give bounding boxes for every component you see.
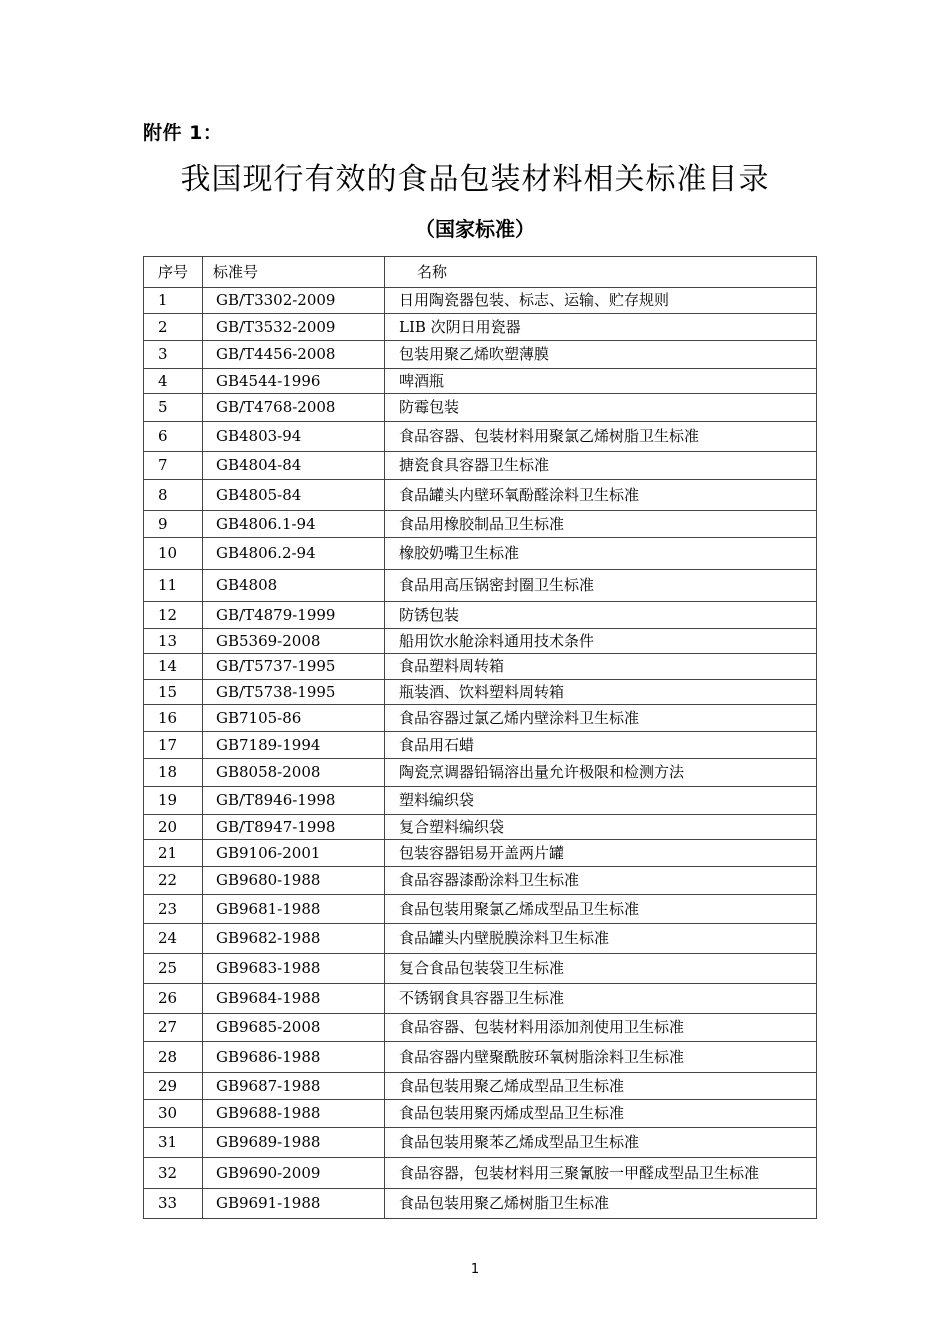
row-standard-number: GB4804-84 xyxy=(203,452,385,480)
row-name: 啤酒瓶 xyxy=(385,369,817,394)
row-name: 食品用高压锅密封圈卫生标准 xyxy=(385,570,817,602)
table-row xyxy=(144,629,817,654)
standards-table xyxy=(143,256,817,1219)
row-serial: 11 xyxy=(144,570,203,602)
table-row xyxy=(144,954,817,984)
row-standard-number: GB9684-1988 xyxy=(203,984,385,1014)
row-standard-number: GB4806.1-94 xyxy=(203,511,385,538)
row-standard-number: GB/T8947-1998 xyxy=(203,815,385,840)
row-serial: 21 xyxy=(144,840,203,867)
standards-table-body xyxy=(144,257,817,1219)
row-standard-number: GB/T4456-2008 xyxy=(203,341,385,369)
header-name: 名称 xyxy=(385,257,817,288)
row-serial: 19 xyxy=(144,787,203,815)
row-serial: 13 xyxy=(144,629,203,654)
row-serial: 22 xyxy=(144,867,203,895)
table-row xyxy=(144,1189,817,1219)
row-standard-number: GB/T4879-1999 xyxy=(203,602,385,629)
table-row xyxy=(144,480,817,511)
row-serial: 30 xyxy=(144,1100,203,1128)
row-serial: 28 xyxy=(144,1042,203,1073)
table-row xyxy=(144,1158,817,1189)
row-serial: 1 xyxy=(144,288,203,314)
row-name: 复合塑料编织袋 xyxy=(385,815,817,840)
row-serial: 32 xyxy=(144,1158,203,1189)
row-serial: 14 xyxy=(144,654,203,680)
table-row xyxy=(144,705,817,732)
row-standard-number: GB4803-94 xyxy=(203,422,385,452)
row-standard-number: GB5369-2008 xyxy=(203,629,385,654)
row-standard-number: GB9106-2001 xyxy=(203,840,385,867)
table-row xyxy=(144,341,817,369)
row-standard-number: GB9683-1988 xyxy=(203,954,385,984)
row-name: 橡胶奶嘴卫生标准 xyxy=(385,538,817,570)
row-name: 食品用橡胶制品卫生标准 xyxy=(385,511,817,538)
row-standard-number: GB/T3532-2009 xyxy=(203,314,385,341)
row-standard-number: GB9681-1988 xyxy=(203,895,385,924)
row-standard-number: GB8058-2008 xyxy=(203,759,385,787)
row-standard-number: GB/T5737-1995 xyxy=(203,654,385,680)
document-title: 我国现行有效的食品包装材料相关标准目录 xyxy=(180,162,770,197)
row-standard-number: GB9686-1988 xyxy=(203,1042,385,1073)
row-serial: 5 xyxy=(144,394,203,422)
row-standard-number: GB9680-1988 xyxy=(203,867,385,895)
row-name: 防霉包装 xyxy=(385,394,817,422)
row-name: 食品包装用聚苯乙烯成型品卫生标准 xyxy=(385,1128,817,1158)
row-name: 包装容器铝易开盖两片罐 xyxy=(385,840,817,867)
table-row xyxy=(144,654,817,680)
row-name: 陶瓷烹调器铅镉溶出量允许极限和检测方法 xyxy=(385,759,817,787)
row-serial: 10 xyxy=(144,538,203,570)
row-name: 日用陶瓷器包装、标志、运输、贮存规则 xyxy=(385,288,817,314)
row-name: 食品容器过氯乙烯内壁涂料卫生标准 xyxy=(385,705,817,732)
row-serial: 7 xyxy=(144,452,203,480)
row-serial: 12 xyxy=(144,602,203,629)
row-serial: 29 xyxy=(144,1073,203,1100)
row-serial: 27 xyxy=(144,1014,203,1042)
row-serial: 26 xyxy=(144,984,203,1014)
row-serial: 8 xyxy=(144,480,203,511)
row-standard-number: GB9689-1988 xyxy=(203,1128,385,1158)
row-serial: 4 xyxy=(144,369,203,394)
row-standard-number: GB9687-1988 xyxy=(203,1073,385,1100)
table-row xyxy=(144,314,817,341)
row-serial: 24 xyxy=(144,924,203,954)
table-row xyxy=(144,815,817,840)
row-name: 食品塑料周转箱 xyxy=(385,654,817,680)
table-row xyxy=(144,732,817,759)
table-row xyxy=(144,840,817,867)
row-standard-number: GB4806.2-94 xyxy=(203,538,385,570)
row-serial: 33 xyxy=(144,1189,203,1219)
row-name: 食品容器内壁聚酰胺环氧树脂涂料卫生标准 xyxy=(385,1042,817,1073)
table-row xyxy=(144,511,817,538)
row-standard-number: GB/T4768-2008 xyxy=(203,394,385,422)
table-row xyxy=(144,422,817,452)
row-standard-number: GB9691-1988 xyxy=(203,1189,385,1219)
row-serial: 18 xyxy=(144,759,203,787)
row-name: 不锈钢食具容器卫生标准 xyxy=(385,984,817,1014)
row-name: 搪瓷食具容器卫生标准 xyxy=(385,452,817,480)
row-name: 食品包装用聚丙烯成型品卫生标准 xyxy=(385,1100,817,1128)
row-name: 防锈包装 xyxy=(385,602,817,629)
table-row xyxy=(144,570,817,602)
row-serial: 17 xyxy=(144,732,203,759)
table-row xyxy=(144,452,817,480)
table-row xyxy=(144,288,817,314)
table-row xyxy=(144,1073,817,1100)
table-row xyxy=(144,924,817,954)
row-standard-number: GB4805-84 xyxy=(203,480,385,511)
row-name: 复合食品包装袋卫生标准 xyxy=(385,954,817,984)
row-serial: 6 xyxy=(144,422,203,452)
row-standard-number: GB/T3302-2009 xyxy=(203,288,385,314)
row-standard-number: GB7189-1994 xyxy=(203,732,385,759)
row-standard-number: GB9685-2008 xyxy=(203,1014,385,1042)
row-serial: 3 xyxy=(144,341,203,369)
row-name: 食品容器漆酚涂料卫生标准 xyxy=(385,867,817,895)
row-serial: 25 xyxy=(144,954,203,984)
attachment-label: 附件 1： xyxy=(143,122,223,144)
document-subtitle: （国家标准） xyxy=(415,217,535,241)
table-row xyxy=(144,895,817,924)
table-row xyxy=(144,1014,817,1042)
row-serial: 31 xyxy=(144,1128,203,1158)
row-name: 食品容器，包装材料用三聚氰胺一甲醛成型品卫生标准 xyxy=(385,1158,817,1189)
table-row xyxy=(144,1100,817,1128)
table-row xyxy=(144,867,817,895)
row-serial: 23 xyxy=(144,895,203,924)
row-standard-number: GB7105-86 xyxy=(203,705,385,732)
row-name: 食品用石蜡 xyxy=(385,732,817,759)
table-row xyxy=(144,787,817,815)
row-standard-number: GB/T5738-1995 xyxy=(203,680,385,705)
table-header-row xyxy=(144,257,817,288)
row-name: 瓶装酒、饮料塑料周转箱 xyxy=(385,680,817,705)
row-name: LIB 次阴日用瓷器 xyxy=(385,314,817,341)
row-standard-number: GB9682-1988 xyxy=(203,924,385,954)
table-row xyxy=(144,602,817,629)
header-serial: 序号 xyxy=(144,257,203,288)
table-row xyxy=(144,984,817,1014)
table-row xyxy=(144,538,817,570)
page-number: 1 xyxy=(470,1262,480,1277)
row-standard-number: GB4808 xyxy=(203,570,385,602)
row-standard-number: GB9688-1988 xyxy=(203,1100,385,1128)
row-name: 食品罐头内壁环氧酚醛涂料卫生标准 xyxy=(385,480,817,511)
row-name: 包装用聚乙烯吹塑薄膜 xyxy=(385,341,817,369)
table-row xyxy=(144,759,817,787)
row-standard-number: GB4544-1996 xyxy=(203,369,385,394)
header-standard-number: 标准号 xyxy=(203,257,385,288)
table-row xyxy=(144,1128,817,1158)
row-name: 食品容器、包装材料用聚氯乙烯树脂卫生标准 xyxy=(385,422,817,452)
table-row xyxy=(144,394,817,422)
row-name: 食品包装用聚乙烯树脂卫生标准 xyxy=(385,1189,817,1219)
row-name: 塑料编织袋 xyxy=(385,787,817,815)
row-name: 船用饮水舱涂料通用技术条件 xyxy=(385,629,817,654)
table-row xyxy=(144,369,817,394)
row-name: 食品包装用聚乙烯成型品卫生标准 xyxy=(385,1073,817,1100)
row-name: 食品包装用聚氯乙烯成型品卫生标准 xyxy=(385,895,817,924)
row-name: 食品罐头内壁脱膜涂料卫生标准 xyxy=(385,924,817,954)
row-serial: 9 xyxy=(144,511,203,538)
row-name: 食品容器、包装材料用添加剂使用卫生标准 xyxy=(385,1014,817,1042)
row-serial: 2 xyxy=(144,314,203,341)
table-row xyxy=(144,1042,817,1073)
row-serial: 16 xyxy=(144,705,203,732)
row-serial: 20 xyxy=(144,815,203,840)
row-serial: 15 xyxy=(144,680,203,705)
row-standard-number: GB/T8946-1998 xyxy=(203,787,385,815)
table-row xyxy=(144,680,817,705)
row-standard-number: GB9690-2009 xyxy=(203,1158,385,1189)
